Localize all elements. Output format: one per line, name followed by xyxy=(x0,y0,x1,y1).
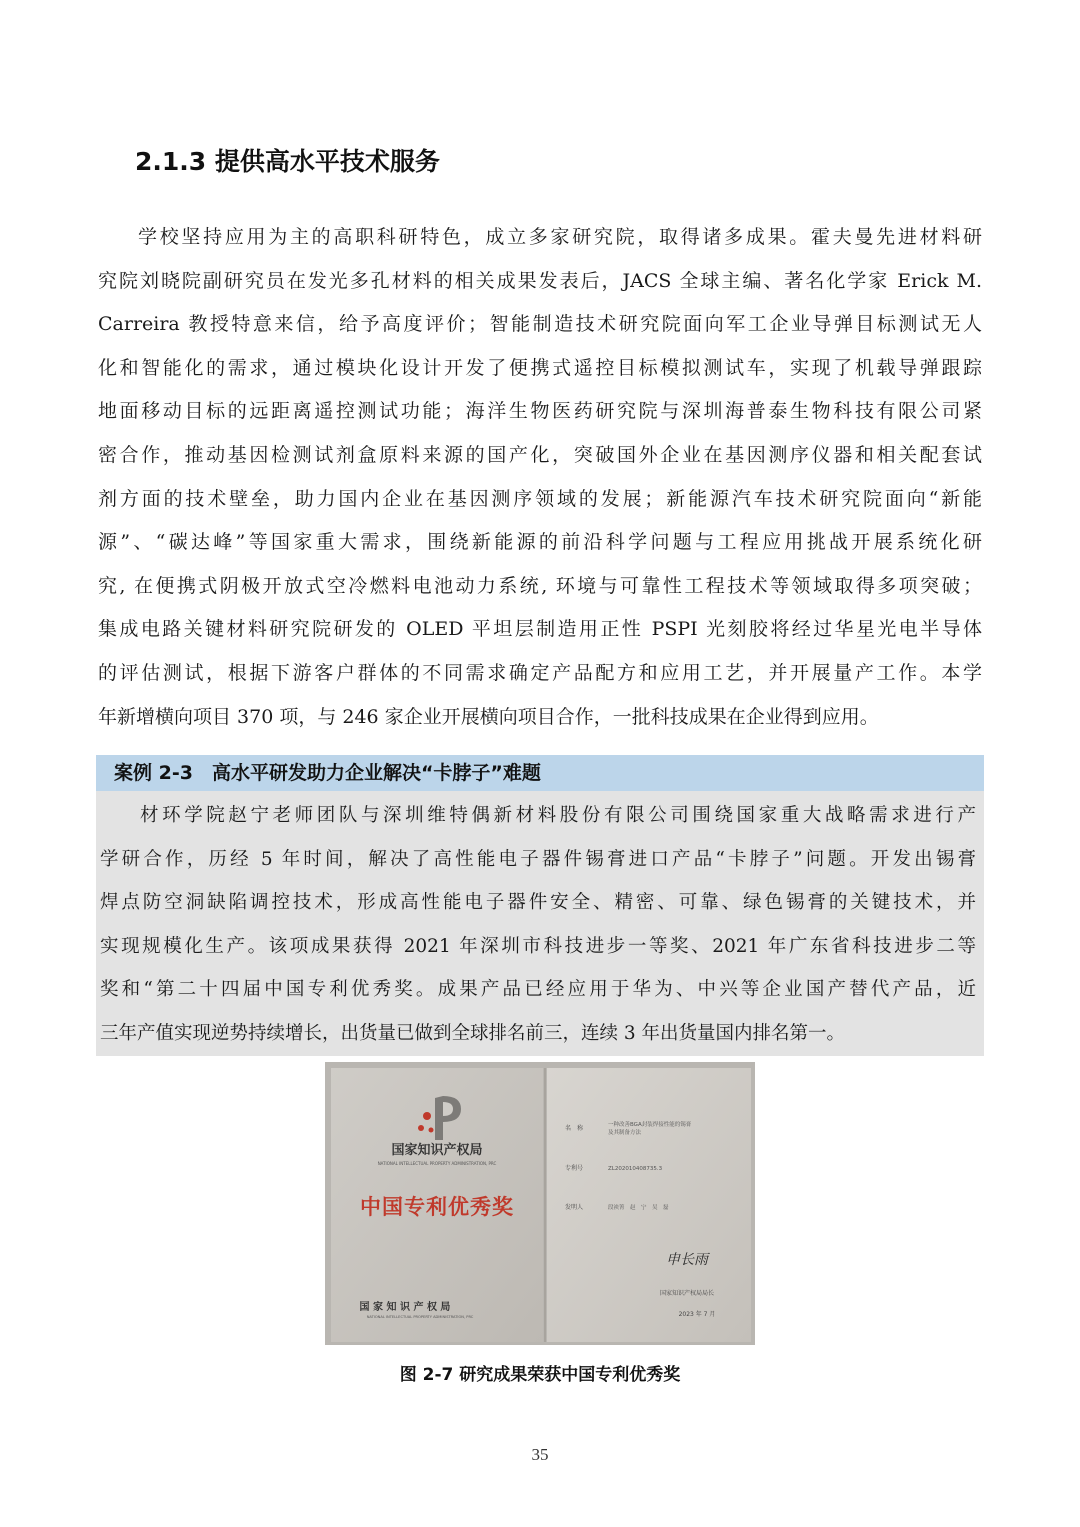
body-line: 密合作，推动基因检测试剂盒原料来源的国产化，突破国外企业在基因测序仪器和相关配套试 xyxy=(98,443,982,466)
body-line: 的评估测试，根据下游客户群体的不同需求确定产品配方和应用工艺，并开展量产工作。本学 xyxy=(98,661,982,684)
case-line: 焊点防空洞缺陷调控技术，形成高性能电子器件安全、精密、可靠、绿色锡膏的关键技术，并 xyxy=(100,892,976,914)
patent-name-value: 一种改善BGA封装焊接性能的锡膏 xyxy=(608,1122,692,1128)
case-title: 案例 2-3 高水平研发助力企业解决“卡脖子”难题 xyxy=(114,762,541,784)
case-line: 实现规模化生产。该项成果获得 2021 年深圳市科技进步一等奖、2021 年广东省科技进步二等 xyxy=(100,935,976,957)
page-number: 35 xyxy=(531,1445,549,1464)
signer-title: 国家知识产权局局长 xyxy=(659,1290,715,1297)
signature: 申长雨 xyxy=(666,1252,708,1268)
section-number: 2.1.3 xyxy=(135,147,207,176)
case-line: 材环学院赵宁老师团队与深圳维特偶新材料股份有限公司围绕国家重大战略需求进行产 xyxy=(140,805,976,826)
inventor-value: 段袂箐 赵 宁 吴 磊 xyxy=(608,1205,669,1211)
figure-caption: 图 2-7 研究成果荣获中国专利优秀奖 xyxy=(399,1365,681,1385)
office-name: 国家知识产权局 xyxy=(391,1143,483,1158)
certificate-photo xyxy=(325,1062,755,1345)
inventor-label: 发明人 xyxy=(565,1204,584,1211)
body-line: 年新增横向项目 370 项，与 246 家企业开展横向项目合作，一批科技成果在企业得到应用。 xyxy=(98,705,879,728)
body-line: 学校坚持应用为主的高职科研特色，成立多家研究院，取得诸多成果。霍夫曼先进材料研 xyxy=(138,226,982,248)
certificate-illustration xyxy=(325,1062,755,1345)
case-header xyxy=(96,755,984,791)
body-line: 源”、“碳达峰”等国家重大需求，围绕新能源的前沿科学问题与工程应用挑战开展系统化研 xyxy=(98,531,982,554)
case-box xyxy=(96,791,984,1056)
bottom-office-name: 国 家 知 识 产 权 局 xyxy=(359,1302,451,1313)
case-line: 三年产值实现逆势持续增长，出货量已做到全球排名前三，连续 3 年出货量国内排名第一。 xyxy=(100,1022,846,1044)
body-line: 剂方面的技术壁垒，助力国内企业在基因测序领域的发展；新能源汽车技术研究院面向“新能 xyxy=(98,487,982,510)
case-line: 奖和“第二十四届中国专利优秀奖。成果产品已经应用于华为、中兴等企业国产替代产品，近 xyxy=(100,979,976,1001)
issue-date: 2023 年 7 月 xyxy=(678,1311,716,1318)
patent-name-label: 名 称 xyxy=(565,1125,584,1132)
patent-number-value: ZL202010408735.3 xyxy=(608,1166,663,1172)
body-paragraph xyxy=(98,216,982,739)
patent-name-value: 及其制备方法 xyxy=(608,1130,642,1136)
section-title: 提供高水平技术服务 xyxy=(214,147,440,176)
case-text xyxy=(100,794,976,1056)
body-line: Carreira 教授特意来信，给予高度评价；智能制造技术研究院面向军工企业导弹目标测试无人 xyxy=(98,313,982,336)
body-line: 地面移动目标的远距离遥控测试功能；海洋生物医药研究院与深圳海普泰生物科技有限公司紧 xyxy=(98,400,982,423)
award-name: 中国专利优秀奖 xyxy=(360,1195,514,1219)
case-line: 学研合作，历经 5 年时间，解决了高性能电子器件锡膏进口产品“卡脖子”问题。开发出锡膏 xyxy=(100,848,976,870)
section-heading xyxy=(135,140,440,184)
body-line: 化和智能化的需求，通过模块化设计开发了便携式遥控目标模拟测试车，实现了机载导弹跟踪 xyxy=(98,356,982,379)
body-line: 集成电路关键材料研究院研发的 OLED 平坦层制造用正性 PSPI 光刻胶将经过华星光电半导体 xyxy=(98,618,982,641)
patent-number-label: 专利号 xyxy=(565,1165,584,1172)
bottom-office-name-en: NATIONAL INTELLECTUAL PROPERTY ADMINISTRATION, PRC xyxy=(366,1315,474,1319)
body-line: 究院刘晓院副研究员在发光多孔材料的相关成果发表后，JACS 全球主编、著名化学家 Erick M. xyxy=(98,269,982,292)
office-name-en: NATIONAL INTELLECTUAL PROPERTY ADMINISTRATION, PRC xyxy=(377,1161,497,1166)
body-line: 究, 在便携式阴极开放式空冷燃料电池动力系统, 环境与可靠性工程技术等领域取得多项突破； xyxy=(98,574,982,597)
